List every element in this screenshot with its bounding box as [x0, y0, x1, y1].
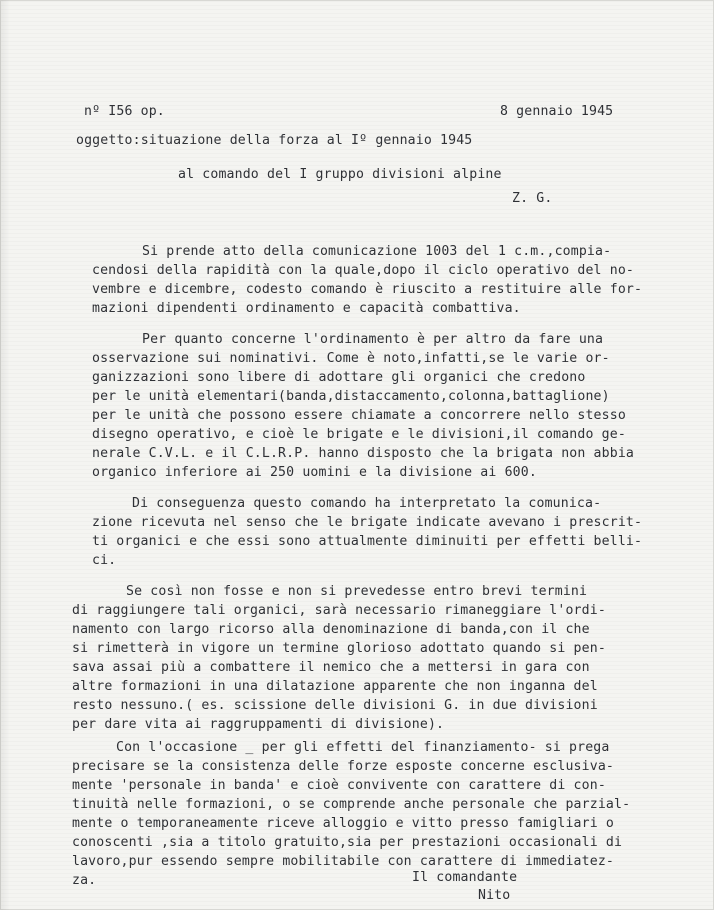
paragraph-3-line-1: Di conseguenza questo comando ha interpretato la comunica- — [132, 496, 602, 511]
signature-name: Nito — [478, 888, 511, 903]
paragraph-2-line-3: ganizzazioni sono libere di adottare gli organici che credono — [92, 370, 586, 385]
paragraph-2-line-8: organico inferiore ai 250 uomini e la divisione ai 600. — [92, 465, 537, 480]
paragraph-5-line-7: lavoro,pur essendo sempre mobilitabile con carattere di immediatez- — [72, 854, 614, 869]
paragraph-3-line-2: zione ricevuta nel senso che le brigate indicate avevano i prescrit- — [92, 515, 643, 530]
paragraph-5-line-1: Con l'occasione _ per gli effetti del finanziamento- si prega — [116, 740, 610, 755]
paragraph-4-line-4: si rimetterà in vigore un termine glorioso adottato quando si pen- — [72, 641, 606, 656]
paragraph-5-line-2: precisare se la consistenza delle forze esposte concerne esclusiva- — [72, 759, 614, 774]
paragraph-5-line-3: mente 'personale in banda' e cioè convivente con carattere di con- — [72, 778, 606, 793]
paragraph-1-line-4: mazioni dipendenti ordinamento e capacità combattiva. — [92, 301, 521, 316]
paragraph-2-line-4: per le unità elementari(banda,distaccamento,colonna,battaglione) — [92, 389, 610, 404]
signature-title: Il comandante — [412, 870, 518, 885]
letter-subject: oggetto:situazione della forza al Iº gennaio 1945 — [76, 133, 473, 148]
paragraph-2-line-6: disegno operativo, e cioè le brigate e le divisioni,il comando ge- — [92, 427, 626, 442]
paragraph-1-line-3: vembre e dicembre, codesto comando è riuscito a restituire alle for- — [92, 282, 643, 297]
paragraph-1-line-1: Si prende atto della comunicazione 1003 del 1 c.m.,compia- — [142, 244, 612, 259]
paragraph-5-line-6: conoscenti ,sia a titolo gratuito,sia per prestazioni occasionali di — [72, 835, 623, 850]
paragraph-5-line-5: mente o temporaneamente riceve alloggio e vitto presso famigliari o — [72, 816, 614, 831]
paragraph-1-line-2: cendosi della rapidità con la quale,dopo il ciclo operativo del no- — [92, 263, 634, 278]
paragraph-4-line-3: namento con largo ricorso alla denominazione di banda,con il che — [72, 622, 590, 637]
paragraph-2-line-5: per le unità che possono essere chiamate a concorrere nello stesso — [92, 408, 626, 423]
paragraph-4-line-6: altre formazioni in una dilatazione apparente che non inganna del — [72, 679, 598, 694]
paragraph-5-line-4: tinuità nelle formazioni, o se comprende anche personale che parzial- — [72, 797, 631, 812]
addressee: al comando del I gruppo divisioni alpine — [178, 167, 502, 182]
paragraph-4-line-1: Se così non fosse e non si prevedesse entro brevi termini — [126, 584, 588, 599]
paragraph-3-line-3: ti organici e che essi sono attualmente diminuiti per effetti belli- — [92, 534, 643, 549]
protocol-number: nº I56 op. — [84, 104, 165, 119]
paragraph-4-line-8: per dare vita ai raggruppamenti di divisione). — [72, 717, 445, 732]
page-edge-shadow — [0, 0, 10, 910]
paragraph-4-line-2: di raggiungere tali organici, sarà necessario rimaneggiare l'ordi- — [72, 603, 606, 618]
addressee-zone: Z. G. — [512, 191, 553, 206]
letter-date: 8 gennaio 1945 — [500, 104, 614, 119]
paragraph-4-line-5: sava assai più a combattere il nemico che a mettersi in gara con — [72, 660, 590, 675]
paragraph-2-line-7: nerale C.V.L. e il C.L.R.P. hanno disposto che la brigata non abbia — [92, 446, 634, 461]
paragraph-2-line-2: osservazione sui nominativi. Come è noto,infatti,se le varie or- — [92, 351, 610, 366]
paragraph-2-line-1: Per quanto concerne l'ordinamento è per altro da fare una — [142, 332, 604, 347]
paragraph-3-line-4: ci. — [92, 553, 117, 568]
paragraph-5-line-8: za. — [72, 873, 97, 888]
paragraph-4-line-7: resto nessuno.( es. scissione delle divisioni G. in due divisioni — [72, 698, 598, 713]
